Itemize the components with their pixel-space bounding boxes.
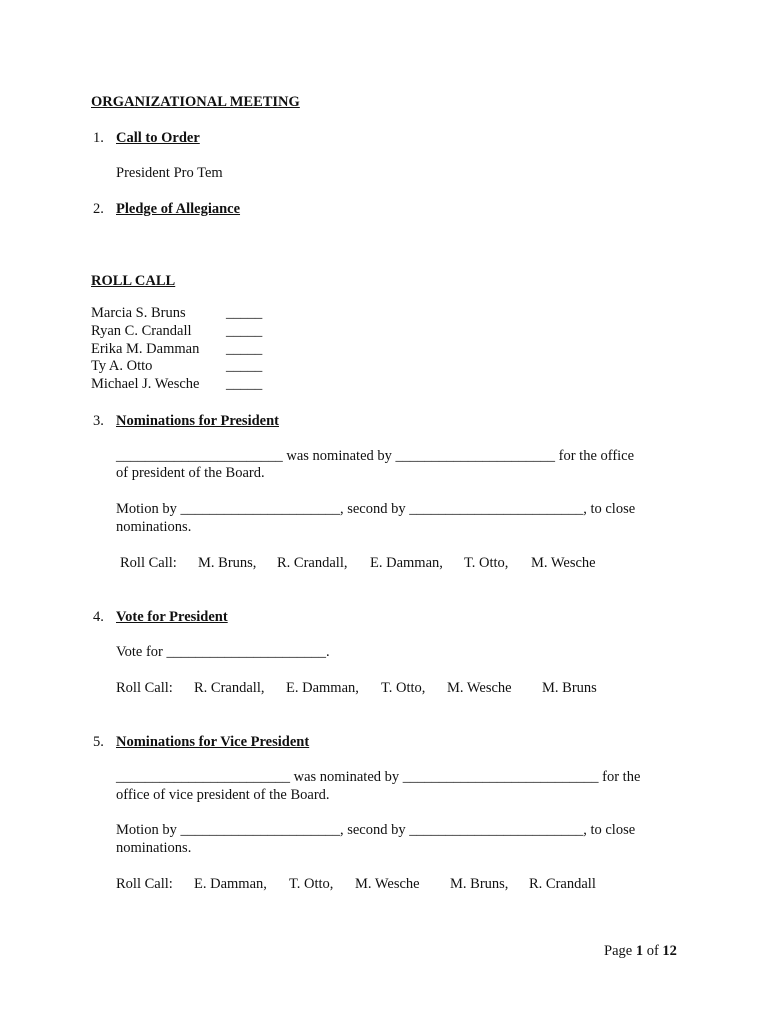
roll-call-name: E. Damman, [370, 555, 443, 571]
item-number: 5. [93, 734, 104, 750]
roll-call-name: E. Damman, [194, 876, 267, 892]
member-name: Michael J. Wesche [91, 376, 200, 392]
vote-president-title: Vote for President [116, 609, 228, 625]
roll-call-label: Roll Call: [116, 876, 173, 892]
member-blank: _____ [226, 323, 263, 339]
member-blank: _____ [226, 358, 263, 374]
motion-line: Motion by ______________________, second by ________________________, to close [116, 822, 636, 838]
of-word: of [646, 943, 659, 959]
nomination-line-cont: office of vice president of the Board. [116, 787, 330, 803]
motion-line-cont: nominations. [116, 840, 192, 856]
roll-call-name: R. Crandall, [277, 555, 348, 571]
roll-call-name: R. Crandall [529, 876, 596, 892]
motion-line-cont: nominations. [116, 519, 192, 535]
nomination-line-cont: of president of the Board. [116, 465, 265, 481]
roll-call-name: M. Bruns, [198, 555, 257, 571]
call-to-order-detail: President Pro Tem [116, 165, 223, 181]
member-name: Marcia S. Bruns [91, 305, 186, 321]
roll-call-name: M. Bruns, [450, 876, 509, 892]
item-number: 4. [93, 609, 104, 625]
page-number [604, 943, 677, 960]
page-title: ORGANIZATIONAL MEETING [91, 94, 300, 110]
roll-call-label: Roll Call: [116, 680, 173, 696]
member-name: Ryan C. Crandall [91, 323, 192, 339]
roll-call-row [0, 876, 770, 896]
member-blank: _____ [226, 305, 263, 321]
nominations-president-title: Nominations for President [116, 413, 279, 429]
item-number: 2. [93, 201, 104, 217]
call-to-order-title: Call to Order [116, 130, 200, 146]
item-number: 1. [93, 130, 104, 146]
roll-call-row [0, 680, 770, 700]
roll-call-title: ROLL CALL [91, 273, 176, 289]
roll-call-name: M. Wesche [447, 680, 512, 696]
member-name: Erika M. Damman [91, 341, 200, 357]
roll-call-name: M. Bruns [542, 680, 597, 696]
roll-call-name: T. Otto, [464, 555, 509, 571]
member-blank: _____ [226, 341, 263, 357]
pledge-title: Pledge of Allegiance [116, 201, 241, 217]
roll-call-name: T. Otto, [381, 680, 426, 696]
current-page: 1 [635, 943, 644, 959]
roll-call-label: Roll Call: [120, 555, 177, 571]
roll-call-name: R. Crandall, [194, 680, 265, 696]
vote-line: Vote for ______________________. [116, 644, 330, 660]
roll-call-row [0, 555, 770, 575]
nomination-line: ________________________ was nominated by ___________________________ for the [116, 769, 641, 785]
motion-line: Motion by ______________________, second by ________________________, to close [116, 501, 636, 517]
nominations-vice-title: Nominations for Vice President [116, 734, 310, 750]
total-pages: 12 [662, 943, 677, 959]
roll-call-name: E. Damman, [286, 680, 359, 696]
roll-call-name: T. Otto, [289, 876, 334, 892]
item-number: 3. [93, 413, 104, 429]
roll-call-name: M. Wesche [531, 555, 596, 571]
nomination-line: _______________________ was nominated by ______________________ for the office [116, 448, 635, 464]
member-name: Ty A. Otto [91, 358, 153, 374]
page-word: Page [604, 943, 633, 959]
member-blank: _____ [226, 376, 263, 392]
roll-call-name: M. Wesche [355, 876, 420, 892]
